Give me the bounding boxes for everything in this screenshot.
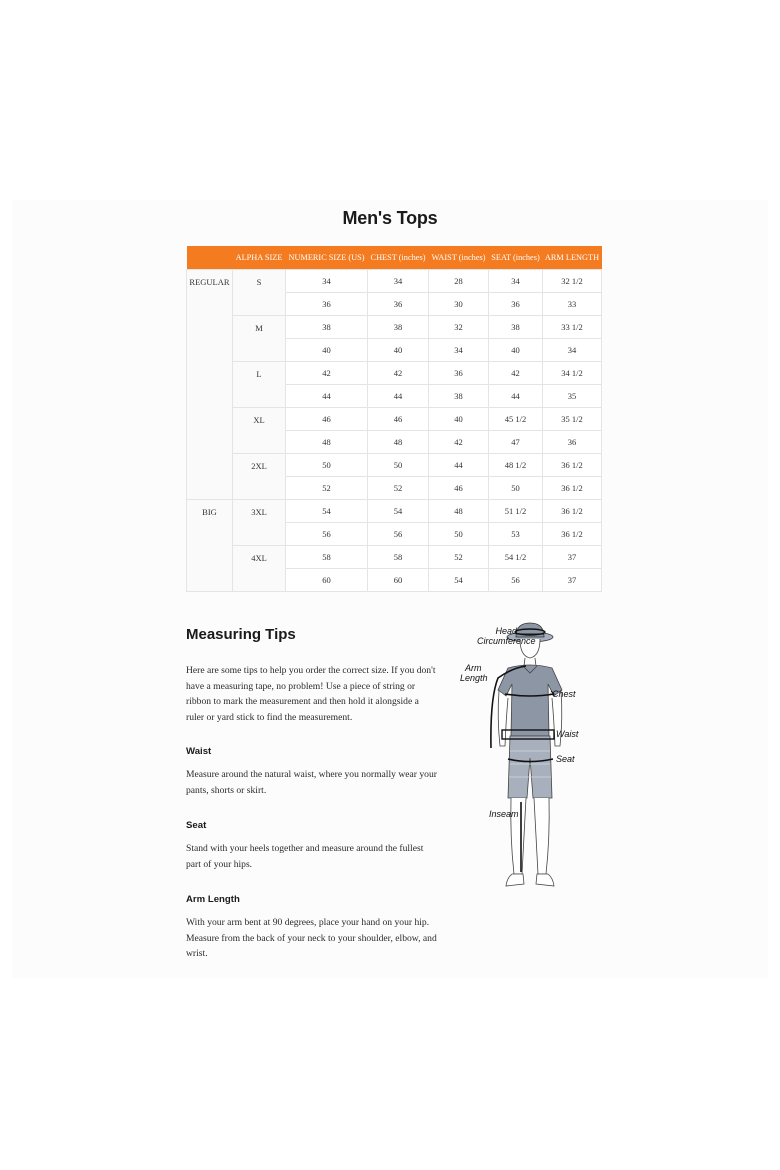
header-arm-length: ARM LENGTH (543, 246, 602, 270)
inseam-label: Inseam (489, 809, 519, 819)
alpha-size-cell: S (233, 270, 286, 316)
arm-length-cell: 33 1/2 (543, 316, 602, 339)
chest-cell: 52 (368, 477, 429, 500)
numeric-size-cell: 50 (286, 454, 368, 477)
arm-length-cell: 37 (543, 546, 602, 569)
alpha-size-cell: M (233, 316, 286, 362)
chest-cell: 36 (368, 293, 429, 316)
waist-cell: 42 (429, 431, 489, 454)
arm-length-cell: 33 (543, 293, 602, 316)
size-chart-table (186, 246, 602, 592)
chest-cell: 48 (368, 431, 429, 454)
arm-length-text: With your arm bent at 90 degrees, place your hand on your hip. Measure from the back of your neck to your shoulder, elbow, and wrist. (186, 917, 437, 959)
seat-cell: 50 (489, 477, 543, 500)
seat-heading: Seat (186, 820, 207, 831)
numeric-size-cell: 52 (286, 477, 368, 500)
chest-cell: 44 (368, 385, 429, 408)
arm-label-line2: Length (460, 673, 488, 683)
head-label-line2: Circumference (477, 636, 536, 646)
seat-label: Seat (556, 754, 575, 764)
chest-cell: 58 (368, 546, 429, 569)
waist-cell: 50 (429, 523, 489, 546)
seat-cell: 34 (489, 270, 543, 293)
table-row (187, 316, 602, 339)
table-row (187, 546, 602, 569)
waist-cell: 44 (429, 454, 489, 477)
arm-label-line1: Arm (465, 663, 482, 673)
header-fit (187, 246, 233, 270)
table-row (187, 362, 602, 385)
seat-cell: 48 1/2 (489, 454, 543, 477)
seat-cell: 53 (489, 523, 543, 546)
seat-cell: 47 (489, 431, 543, 454)
seat-cell: 51 1/2 (489, 500, 543, 523)
arm-length-cell: 35 (543, 385, 602, 408)
waist-cell: 40 (429, 408, 489, 431)
arm-length-cell: 32 1/2 (543, 270, 602, 293)
header-waist: WAIST (inches) (429, 246, 489, 270)
fit-cell: REGULAR (187, 270, 233, 500)
seat-cell: 36 (489, 293, 543, 316)
waist-cell: 32 (429, 316, 489, 339)
alpha-size-cell: 4XL (233, 546, 286, 592)
waist-cell: 28 (429, 270, 489, 293)
seat-cell: 42 (489, 362, 543, 385)
arm-length-cell: 36 1/2 (543, 454, 602, 477)
waist-cell: 54 (429, 569, 489, 592)
arm-length-cell: 36 1/2 (543, 477, 602, 500)
chest-cell: 56 (368, 523, 429, 546)
chest-cell: 42 (368, 362, 429, 385)
waist-cell: 48 (429, 500, 489, 523)
numeric-size-cell: 38 (286, 316, 368, 339)
arm-length-cell: 36 1/2 (543, 523, 602, 546)
waist-cell: 52 (429, 546, 489, 569)
numeric-size-cell: 40 (286, 339, 368, 362)
numeric-size-cell: 56 (286, 523, 368, 546)
table-row (187, 270, 602, 293)
waist-label: Waist (556, 729, 579, 739)
arm-length-cell: 37 (543, 569, 602, 592)
numeric-size-cell: 46 (286, 408, 368, 431)
seat-cell: 38 (489, 316, 543, 339)
table-row (187, 454, 602, 477)
arm-length-cell: 34 (543, 339, 602, 362)
chest-cell: 34 (368, 270, 429, 293)
chest-cell: 60 (368, 569, 429, 592)
table-header-row (187, 246, 602, 270)
header-chest: CHEST (inches) (368, 246, 429, 270)
chest-cell: 38 (368, 316, 429, 339)
numeric-size-cell: 36 (286, 293, 368, 316)
chest-cell: 40 (368, 339, 429, 362)
header-numeric-size: NUMERIC SIZE (US) (286, 246, 368, 270)
waist-cell: 46 (429, 477, 489, 500)
numeric-size-cell: 42 (286, 362, 368, 385)
waist-cell: 38 (429, 385, 489, 408)
head-label-line1: Head (495, 626, 518, 636)
head-circumference-label (477, 626, 536, 646)
arm-length-label (460, 663, 488, 683)
arm-length-cell: 36 (543, 431, 602, 454)
waist-cell: 36 (429, 362, 489, 385)
numeric-size-cell: 34 (286, 270, 368, 293)
seat-cell: 45 1/2 (489, 408, 543, 431)
seat-cell: 56 (489, 569, 543, 592)
numeric-size-cell: 60 (286, 569, 368, 592)
numeric-size-cell: 48 (286, 431, 368, 454)
chest-cell: 54 (368, 500, 429, 523)
arm-length-cell: 35 1/2 (543, 408, 602, 431)
table-body (187, 270, 602, 592)
seat-cell: 40 (489, 339, 543, 362)
seat-cell: 54 1/2 (489, 546, 543, 569)
measuring-figure (450, 618, 590, 898)
waist-heading: Waist (186, 746, 212, 757)
table-row (187, 500, 602, 523)
measuring-tips-title: Measuring Tips (186, 626, 296, 643)
chest-cell: 50 (368, 454, 429, 477)
header-alpha-size: ALPHA SIZE (233, 246, 286, 270)
arm-length-heading: Arm Length (186, 894, 240, 905)
chest-label: Chest (552, 689, 576, 699)
arm-length-cell: 34 1/2 (543, 362, 602, 385)
waist-cell: 30 (429, 293, 489, 316)
alpha-size-cell: XL (233, 408, 286, 454)
header-seat: SEAT (inches) (489, 246, 543, 270)
numeric-size-cell: 58 (286, 546, 368, 569)
seat-text: Stand with your heels together and measure around the fullest part of your hips. (186, 843, 424, 870)
waist-cell: 34 (429, 339, 489, 362)
tips-intro: Here are some tips to help you order the correct size. If you don't have a measuring tape, no problem! Use a piece of string or ribbon to mark the measurement and then hold it alongside a ruler or yard stick to find the measurement. (186, 665, 436, 723)
waist-text: Measure around the natural waist, where you normally wear your pants, shorts or skirt. (186, 769, 437, 796)
alpha-size-cell: L (233, 362, 286, 408)
alpha-size-cell: 2XL (233, 454, 286, 500)
fit-cell: BIG (187, 500, 233, 592)
numeric-size-cell: 54 (286, 500, 368, 523)
table-row (187, 408, 602, 431)
arm-length-cell: 36 1/2 (543, 500, 602, 523)
numeric-size-cell: 44 (286, 385, 368, 408)
alpha-size-cell: 3XL (233, 500, 286, 546)
seat-cell: 44 (489, 385, 543, 408)
chest-cell: 46 (368, 408, 429, 431)
page-title: Men's Tops (342, 208, 438, 228)
